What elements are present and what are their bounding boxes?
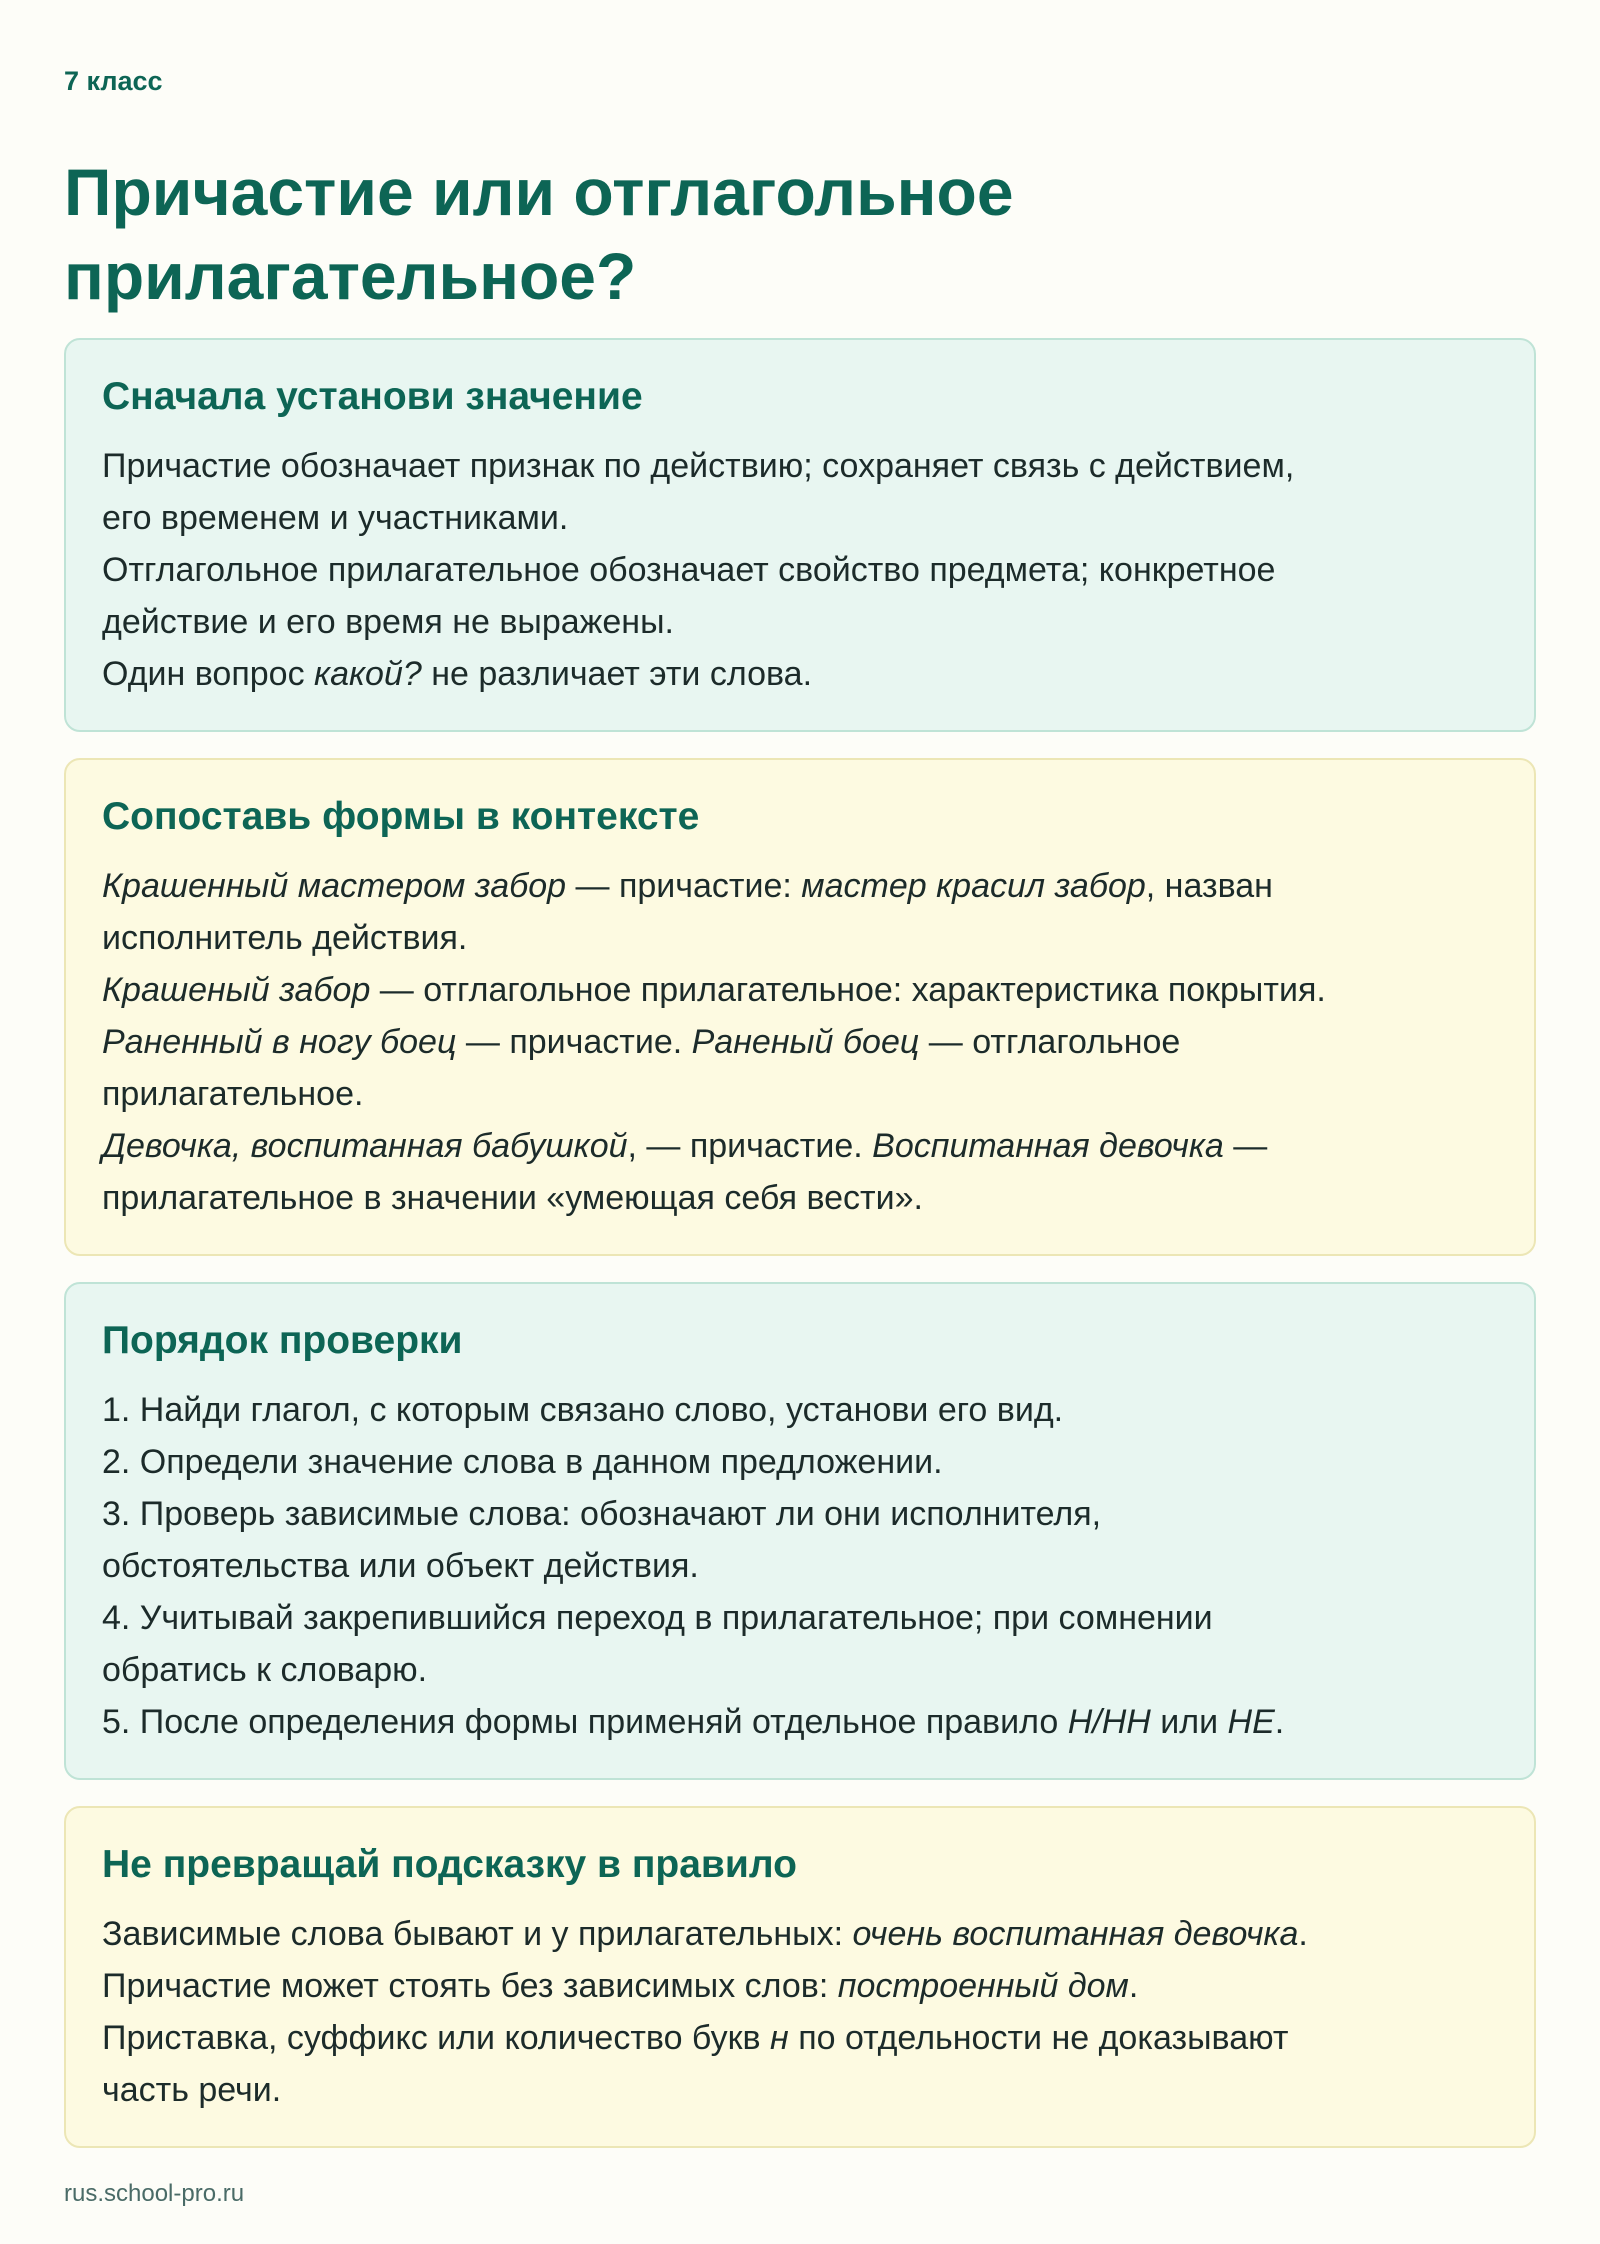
text-run: 1. Найди глагол, с которым связано слово, установи его вид.	[102, 1391, 1064, 1429]
section-text-line	[102, 492, 1498, 544]
text-run: действие и его время не выражены.	[102, 603, 674, 641]
text-run: , назван	[1145, 867, 1273, 905]
section-text-line	[102, 1592, 1498, 1644]
title-line-1: Причастие или отглагольное	[64, 155, 1014, 229]
section-text-line	[102, 544, 1498, 596]
text-run: — причастие.	[456, 1023, 692, 1061]
text-run: 3. Проверь зависимые слова: обозначают ли они исполнителя,	[102, 1495, 1102, 1533]
section-heading: Сопоставь формы в контексте	[102, 795, 700, 838]
text-run: прилагательное в значении «умеющая себя вести».	[102, 1179, 923, 1217]
grade-label: 7 класс	[64, 66, 163, 96]
example-text: Крашеный забор	[102, 971, 371, 1009]
section-body	[102, 440, 1498, 700]
section-text-line	[102, 1960, 1498, 2012]
example-text: Раненный в ногу боец	[102, 1023, 457, 1061]
section-text-line	[102, 1016, 1498, 1068]
section-text-line	[102, 1644, 1498, 1696]
text-run: 4. Учитывай закрепившийся переход в прилагательное; при сомнении	[102, 1599, 1213, 1637]
example-text: построенный дом	[837, 1967, 1129, 2005]
example-text: Девочка, воспитанная бабушкой	[102, 1127, 628, 1165]
section-body	[102, 1908, 1498, 2116]
section-text-line	[102, 1120, 1498, 1172]
section-hint-warning	[64, 1806, 1536, 2148]
text-run: часть речи.	[102, 2071, 282, 2109]
text-run: Причастие может стоять без зависимых слов:	[102, 1967, 838, 2005]
text-run: по отдельности не доказывают	[788, 2019, 1289, 2057]
text-run: .	[1128, 1967, 1139, 2005]
text-run: — причастие:	[566, 867, 802, 905]
section-body	[102, 860, 1498, 1224]
text-run: его временем и участниками.	[102, 499, 569, 537]
section-text-line	[102, 1172, 1498, 1224]
text-run: обстоятельства или объект действия.	[102, 1547, 699, 1585]
example-text: мастер красил забор	[801, 867, 1146, 905]
section-text-line	[102, 1488, 1498, 1540]
title-line-2: прилагательное?	[64, 239, 637, 313]
example-text: Раненый боец	[691, 1023, 920, 1061]
section-text-line	[102, 964, 1498, 1016]
section-text-line	[102, 2064, 1498, 2116]
section-text-line	[102, 912, 1498, 964]
section-text-line	[102, 1540, 1498, 1592]
section-text-line	[102, 1696, 1498, 1748]
section-text-line	[102, 596, 1498, 648]
text-run: — отглагольное прилагательное: характеристика покрытия.	[370, 971, 1326, 1009]
example-text: н	[770, 2019, 789, 2057]
section-text-line	[102, 440, 1498, 492]
example-text: НЕ	[1227, 1703, 1275, 1741]
section-check-order	[64, 1282, 1536, 1780]
text-run: 2. Определи значение слова в данном предложении.	[102, 1443, 943, 1481]
section-text-line	[102, 648, 1498, 700]
text-run: .	[1298, 1915, 1308, 1953]
section-text-line	[102, 1908, 1498, 1960]
page-title	[64, 150, 1464, 318]
text-run: исполнитель действия.	[102, 919, 468, 957]
section-heading: Не превращай подсказку в правило	[102, 1843, 797, 1886]
text-run: обратись к словарю.	[102, 1651, 428, 1689]
text-run: 5. После определения формы применяй отдельное правило	[102, 1703, 1068, 1741]
text-run: Причастие обозначает признак по действию; сохраняет связь с действием,	[102, 447, 1295, 485]
text-run: не различает эти слова.	[421, 655, 813, 693]
example-text: какой?	[314, 655, 422, 693]
section-text-line	[102, 2012, 1498, 2064]
section-meaning	[64, 338, 1536, 732]
text-run: — отглагольное	[919, 1023, 1181, 1061]
text-run: —	[1223, 1127, 1268, 1165]
text-run: Отглагольное прилагательное обозначает свойство предмета; конкретное	[102, 551, 1276, 589]
section-body	[102, 1384, 1498, 1748]
text-run: Один вопрос	[102, 655, 315, 693]
section-text-line	[102, 1068, 1498, 1120]
text-run: , — причастие.	[627, 1127, 873, 1165]
section-text-line	[102, 1436, 1498, 1488]
example-text: Крашенный мастером забор	[102, 867, 567, 905]
section-text-line	[102, 1384, 1498, 1436]
section-text-line	[102, 860, 1498, 912]
example-text: Н/НН	[1067, 1703, 1151, 1741]
section-heading: Порядок проверки	[102, 1319, 463, 1362]
section-compare	[64, 758, 1536, 1256]
text-run: .	[1274, 1703, 1285, 1741]
text-run: Зависимые слова бывают и у прилагательных:	[102, 1915, 853, 1953]
example-text: Воспитанная девочка	[872, 1127, 1224, 1165]
section-heading: Сначала установи значение	[102, 375, 643, 418]
site-footer: rus.school-pro.ru	[64, 2180, 245, 2207]
text-run: Приставка, суффикс или количество букв	[102, 2019, 771, 2057]
example-text: очень воспитанная девочка	[852, 1915, 1299, 1953]
text-run: или	[1150, 1703, 1228, 1741]
text-run: прилагательное.	[102, 1075, 364, 1113]
